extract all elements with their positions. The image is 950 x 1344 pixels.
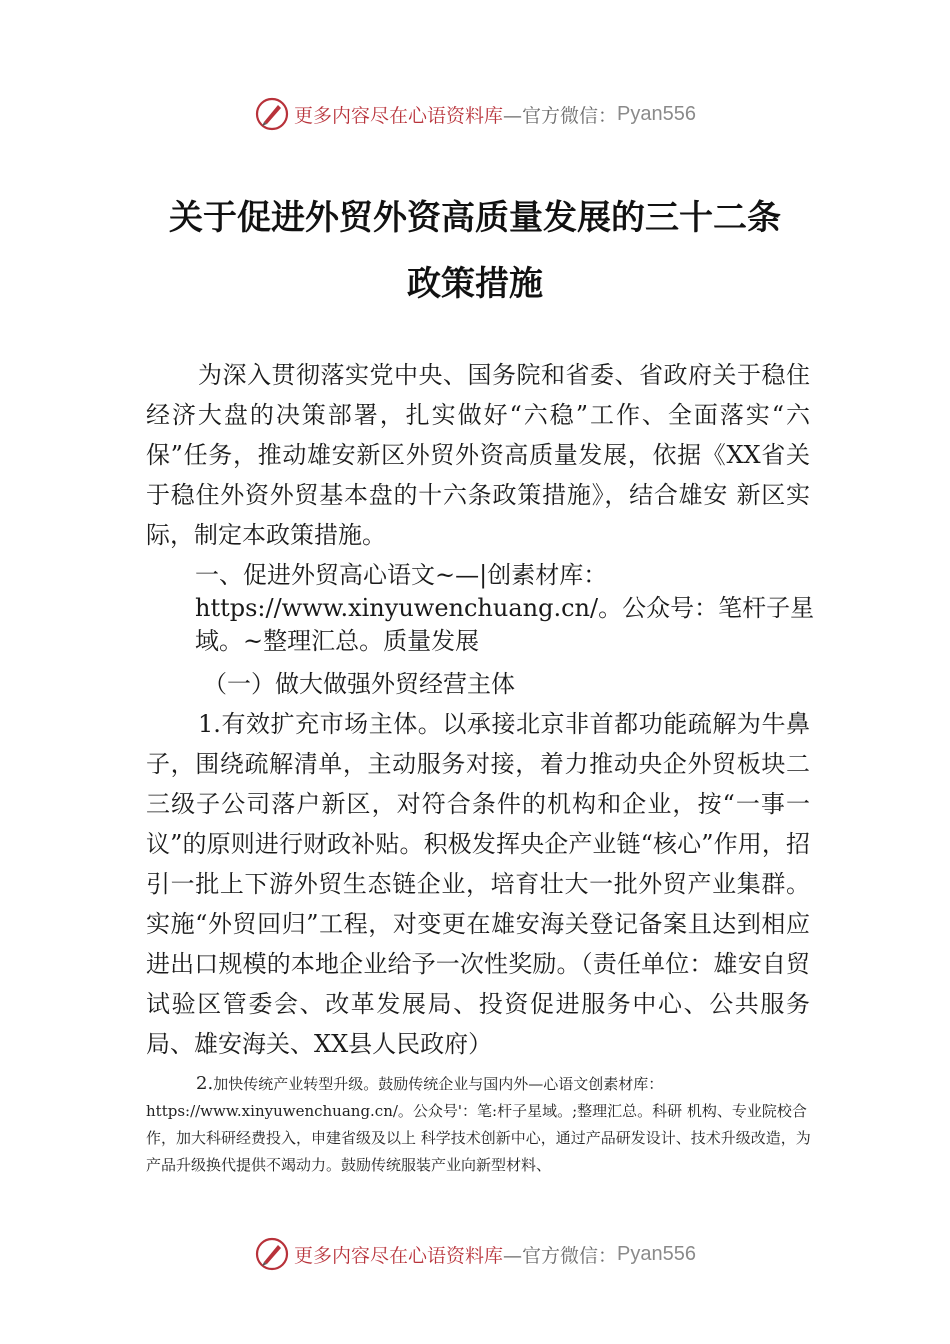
banner-main-text: 更多内容尽在心语资料库 [294,1244,504,1267]
banner-sub-text: —官方微信： [503,104,618,127]
header-watermark-banner [0,94,950,134]
banner-wechat-id: Pyan556 [617,1242,696,1265]
pen-logo-icon [254,96,290,132]
banner-wechat-id: Pyan556 [617,102,696,125]
intro-paragraph: 为深入贯彻落实党中央、国务院和省委、省政府关于稳住经济大盘的决策部署，扎实做好“六稳”工作、全面落实“六保”任务，推动雄安新区外贸外资高质量发展，依据《XX省关于稳住外资外贸基本盘的十六条政策措施》，结合雄安 新区实际，制定本政策措施。 [146,361,810,549]
footer-watermark-banner [0,1234,950,1274]
item-2-paragraph [146,1070,818,1179]
item-2-number: 2. [196,1073,214,1094]
item-1-paragraph: 1.有效扩充市场主体。以承接北京非首都功能疏解为牛鼻子，围绕疏解清单，主动服务对接，着力推动央企外贸板块二三级子公司落户新区，对符合条件的机构和企业，按“一事一议”的原则进行财政补贴。积极发挥央企产业链“核心”作用，招引一批上下游外贸生态链企业，培育壮大一批外贸产业集群。实施“外贸回归”工程，对变更在雄安海关登记备案且达到相应进出口规模的本地企业给予一次性奖励。（责任单位：雄安自贸试验区管委会、改革发展局、投资促进服务中心、公共服务局、雄安海关、XX县人民政府） [146,710,810,1058]
document-title-line2: 政策措施 [407,264,543,304]
banner-sub-text: —官方微信： [503,1244,618,1267]
banner-main-text: 更多内容尽在心语资料库 [294,104,504,127]
subsection-heading-1: （一）做大做强外贸经营主体 [203,670,515,698]
document-title-line1: 关于促进外贸外资高质量发展的三十二条 [169,198,781,238]
item-2-text: 加快传统产业转型升级。鼓励传统企业与国内外—心语文创素材库：https://www.xinyuwenchuang.cn/。公众号'：笔:杆子星域。;整理汇总。科研 机构、专业院校合作，加大科研经费投入，申建省级及以上 科学技术创新中心，通过产品研发设计、技术升级改造，为 产品升级换代提供不竭动力。鼓励传统服装产业向新型材料、 [146,1075,811,1174]
section-heading-1: 一、促进外贸高心语文~—|创素材库：https://www.xinyuwenchuang.cn/。公众号：笔杆子星域。~整理汇总。质量发展 [195,561,815,655]
pen-logo-icon [254,1236,290,1272]
